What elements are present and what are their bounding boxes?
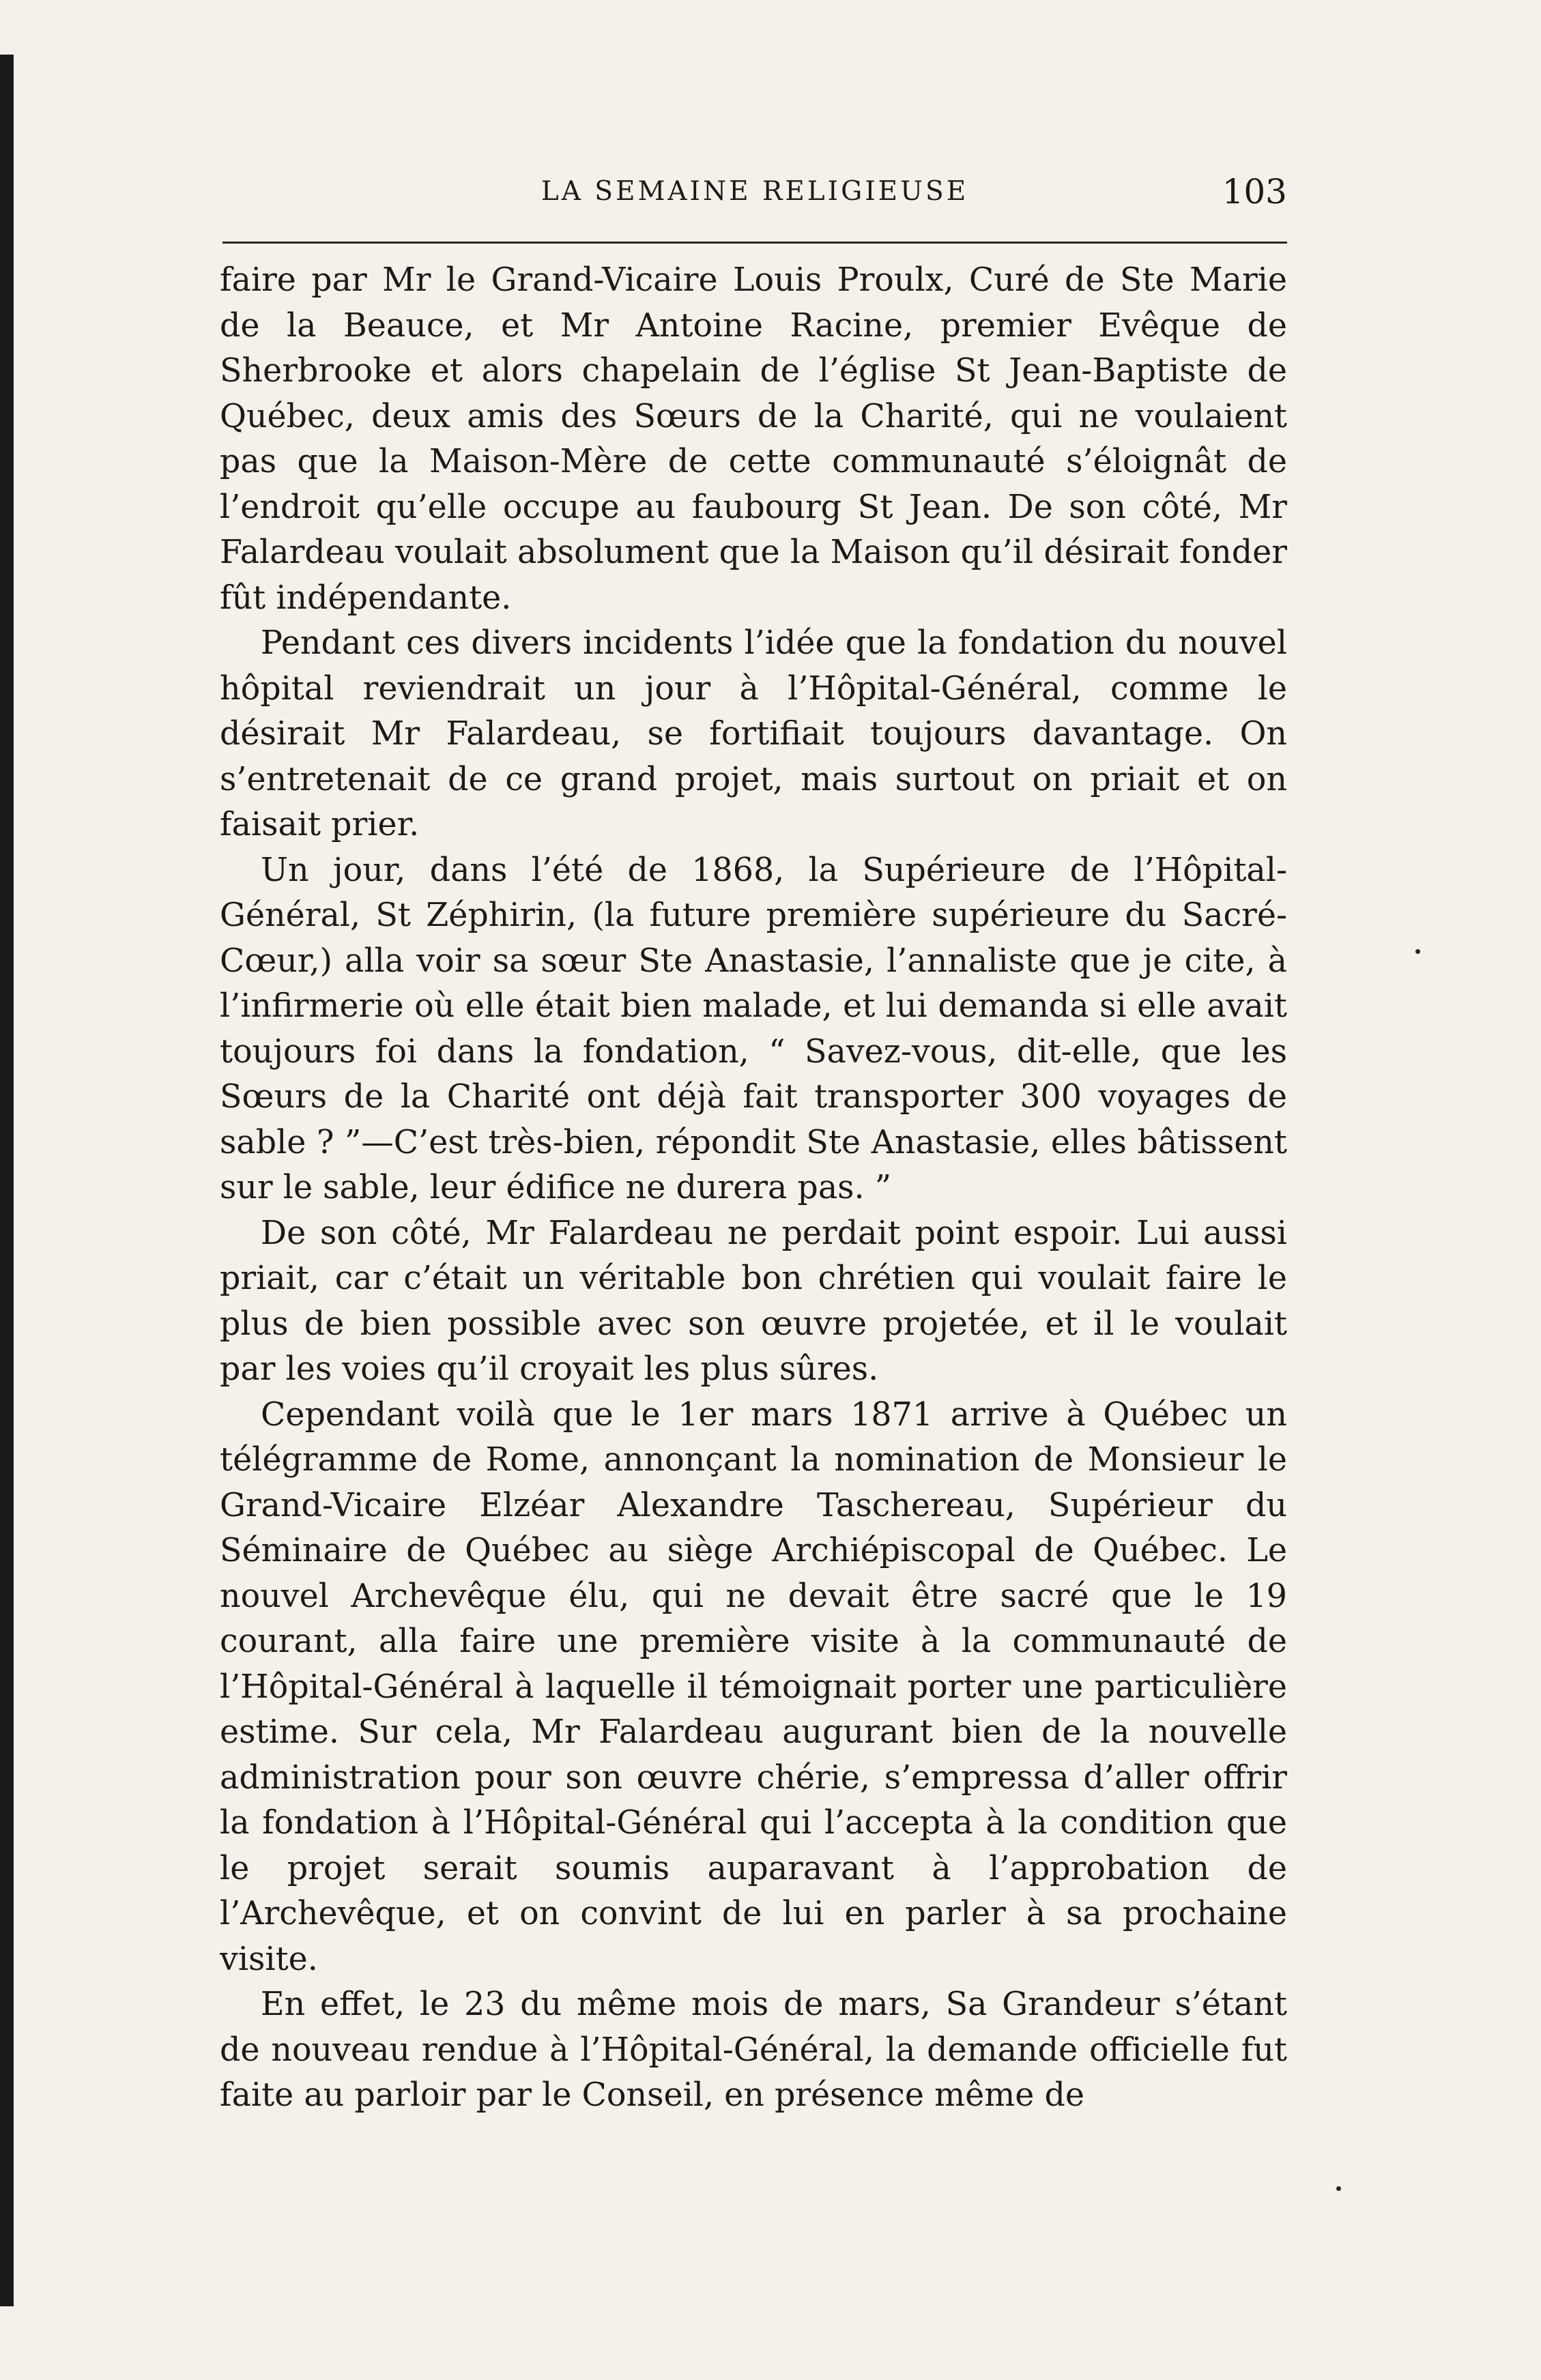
running-head: LA SEMAINE RELIGIEUSE <box>541 176 969 207</box>
paragraph: Pendant ces divers incidents l’idée que la fondation du nouvel hôpital reviendrait un jour à l’Hôpital-Général, comme le désirait Mr Falardeau, se fortifiait toujours davantage. On s’entretenait de ce grand projet, mais surtout on priait et on faisait prier. <box>220 624 1287 843</box>
body-text <box>220 258 1287 2119</box>
stray-mark <box>1336 2186 1341 2191</box>
paragraph: Cependant voilà que le 1er mars 1871 arrive à Québec un télégramme de Rome, annonçant la nomination de Monsieur le Grand-Vicaire Elzéar Alexandre Taschereau, Supérieur du Séminaire de Québec au siège Archiépiscopal de Québec. Le nouvel Archevêque élu, qui ne devait être sacré que le 19 courant, alla faire une première visite à la communauté de l’Hôpital-Général à laquelle il témoignait porter une particulière estime. Sur cela, Mr Falardeau augurant bien de la nouvelle administration pour son œuvre chérie, s’empressa d’aller offrir la fondation à l’Hôpital-Général qui l’accepta à la condition que le projet serait soumis auparavant à l’approbation de l’Archevêque, et on convint de lui en parler à sa prochaine visite. <box>220 1395 1287 1978</box>
paragraph: En effet, le 23 du même mois de mars, Sa Grandeur s’étant de nouveau rendue à l’Hôpital-Général, la demande officielle fut faite au parloir par le Conseil, en présence même de <box>220 1986 1287 2114</box>
page-number: 103 <box>1222 172 1287 212</box>
header-rule <box>222 242 1287 244</box>
page-header <box>222 172 1287 217</box>
paragraph: De son côté, Mr Falardeau ne perdait point espoir. Lui aussi priait, car c’était un véritable bon chrétien qui voulait faire le plus de bien possible avec son œuvre projetée, et il le voulait par les voies qu’il croyait les plus sûres. <box>220 1214 1287 1388</box>
paragraph: Un jour, dans l’été de 1868, la Supérieure de l’Hôpital-Général, St Zéphirin, (la future première supérieure du Sacré-Cœur,) alla voir sa sœur Ste Anastasie, l’annaliste que je cite, à l’infirmerie où elle était bien malade, et lui demanda si elle avait toujours foi dans la fondation, “ Savez-vous, dit-elle, que les Sœurs de la Charité ont déjà fait transporter 300 voyages de sable ? ”—C’est très-bien, répondit Ste Anastasie, elles bâtissent sur le sable, leur édifice ne durera pas. ” <box>220 851 1287 1206</box>
stray-mark <box>1415 949 1420 954</box>
scan-edge <box>0 55 14 2306</box>
paragraph: faire par Mr le Grand-Vicaire Louis Proulx, Curé de Ste Marie de la Beauce, et Mr Antoine Racine, premier Evêque de Sherbrooke et alors chapelain de l’église St Jean-Baptiste de Québec, deux amis des Sœurs de la Charité, qui ne voulaient pas que la Maison-Mère de cette communauté s’éloignât de l’endroit qu’elle occupe au faubourg St Jean. De son côté, Mr Falardeau voulait absolument que la Maison qu’il désirait fonder fût indépendante. <box>220 261 1287 617</box>
